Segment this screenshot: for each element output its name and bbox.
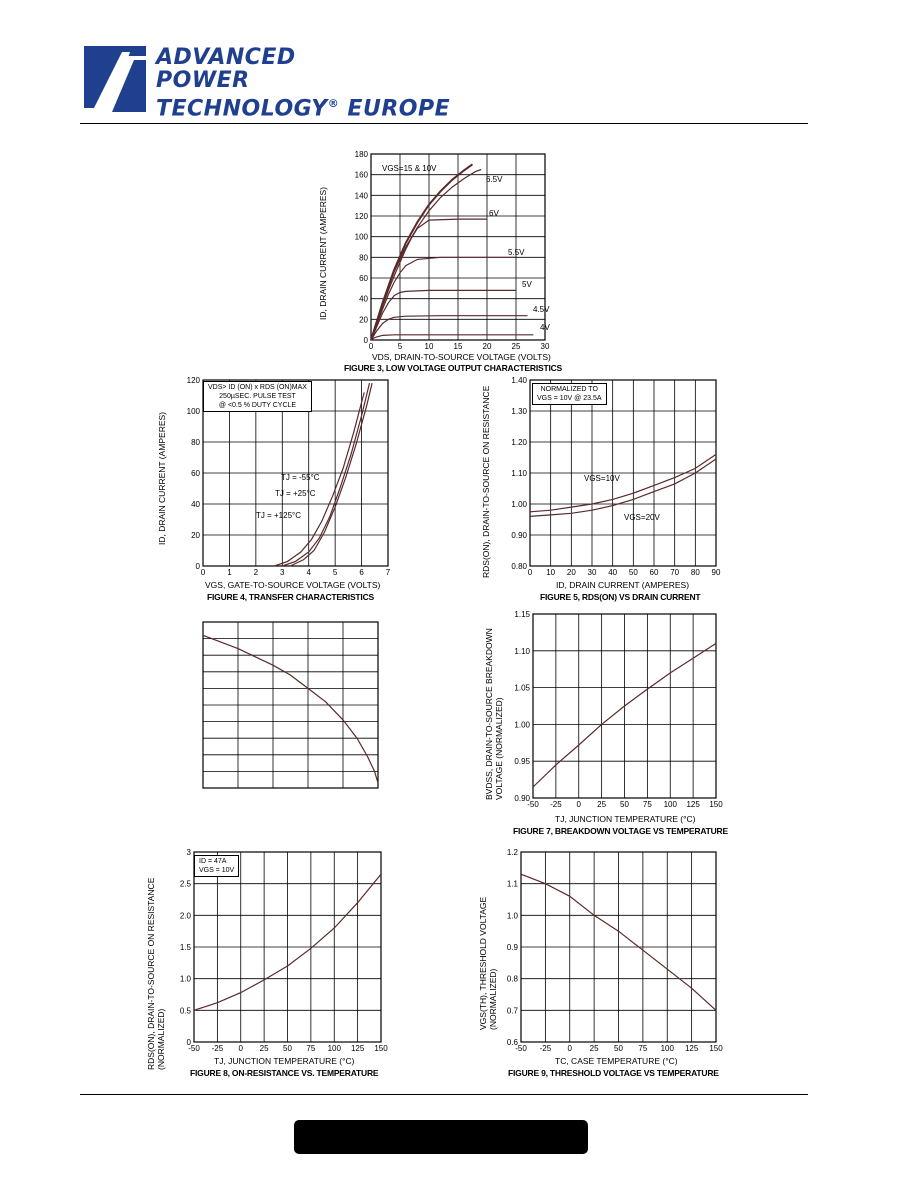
fig7-ytick-label: 1.00	[514, 720, 530, 730]
fig3-curve-label: VGS=15 & 10V	[382, 164, 437, 173]
fig7-xtick-label: 0	[576, 800, 581, 809]
fig3-curve-label: 4.5V	[533, 305, 550, 314]
fig4-xtick-label: 2	[253, 568, 259, 577]
fig5-xtick-label: 70	[670, 568, 680, 577]
fig9-xtick-label: 75	[638, 1044, 648, 1053]
fig5-ytick-label: 1.20	[511, 438, 527, 447]
fig4-curve-label: TJ = -55°C	[281, 473, 320, 482]
fig4-ylabel: ID, DRAIN CURRENT (AMPERES)	[157, 411, 167, 545]
fig3-xtick-label: 20	[482, 342, 492, 351]
fig9-xtick-label: 125	[684, 1044, 699, 1053]
fig5-ytick-label: 1.10	[511, 469, 527, 478]
fig5-series-line	[530, 459, 716, 516]
fig5-ytick-label: 1.30	[511, 407, 527, 416]
fig5-ytick-label: 1.40	[511, 376, 527, 385]
fig3-curve-label: 4V	[540, 323, 550, 332]
fig6-plot-frame	[203, 622, 378, 788]
fig5-ytick-label: 1.00	[511, 500, 527, 509]
fig8-xtick-label: 75	[306, 1044, 316, 1053]
fig7-xtick-label: -50	[527, 800, 539, 809]
fig7-xtick-label: 25	[597, 800, 607, 809]
fig4-xtick-label: 7	[385, 568, 391, 577]
fig8-ytick-label: 1.5	[179, 943, 191, 952]
fig8-xtick-label: 50	[283, 1044, 292, 1053]
fig9-plot-frame	[521, 852, 716, 1042]
fig7-xtick-label: 75	[642, 800, 652, 809]
logo-line-2: POWER	[156, 68, 250, 93]
fig7-xtick-label: 100	[663, 800, 677, 809]
fig3-series-line	[371, 257, 516, 340]
fig7-ytick-label: 0.90	[514, 794, 530, 803]
fig3-ytick-label: 60	[359, 274, 368, 283]
fig5-xtick-label: 60	[649, 568, 659, 577]
fig4-ytick-label: 120	[186, 376, 200, 385]
header-rule	[80, 123, 808, 124]
fig9-caption: FIGURE 9, THRESHOLD VOLTAGE VS TEMPERATURE	[508, 1068, 719, 1078]
fig5-xtick-label: 20	[566, 568, 576, 577]
fig8-caption: FIGURE 8, ON-RESISTANCE VS. TEMPERATURE	[190, 1068, 379, 1078]
fig3-xtick-label: 10	[424, 342, 434, 351]
fig4-curve-label: TJ = +25°C	[275, 489, 316, 498]
fig9-ytick-label: 0.7	[506, 1006, 518, 1016]
fig9-xtick-label: 50	[614, 1044, 623, 1053]
fig4-xtick-label: 1	[227, 568, 232, 577]
fig7-xtick-label: 125	[686, 800, 700, 809]
fig9-ytick-label: 1.2	[506, 848, 518, 857]
fig5-xtick-label: 10	[546, 568, 556, 577]
fig8-series-line	[194, 874, 381, 1010]
fig4-ytick-label: 80	[191, 438, 200, 447]
fig3-xtick-label: 5	[397, 342, 403, 351]
fig4-series-line	[274, 392, 364, 566]
logo-line-3: TECHNOLOGY® EUROPE	[156, 96, 451, 122]
fig7-caption: FIGURE 7, BREAKDOWN VOLTAGE VS TEMPERATURE	[513, 826, 728, 836]
fig8-note: ID = 47A VGS = 10V	[194, 855, 239, 877]
fig3-ytick-label: 120	[354, 212, 368, 221]
fig3-ytick-label: 20	[359, 315, 368, 325]
fig8-ytick-label: 2.0	[179, 911, 191, 921]
fig3-curve-label: 6.5V	[486, 175, 503, 184]
fig4-xtick-label: 5	[332, 568, 338, 577]
fig3-series-line	[371, 164, 473, 340]
footer-rule	[80, 1094, 808, 1095]
fig5-caption: FIGURE 5, RDS(ON) VS DRAIN CURRENT	[540, 592, 701, 602]
fig8-xtick-label: 25	[259, 1044, 269, 1053]
fig4-xlabel: VGS, GATE-TO-SOURCE VOLTAGE (VOLTS)	[205, 580, 381, 590]
fig3-ytick-label: 40	[359, 294, 368, 304]
fig3-xtick-label: 15	[453, 342, 463, 351]
fig9-ytick-label: 1.0	[506, 911, 518, 921]
fig3-series-line	[371, 170, 481, 341]
fig7-ytick-label: 0.95	[514, 757, 530, 767]
fig3-ytick-label: 0	[363, 336, 368, 345]
fig8-xtick-label: 0	[238, 1044, 243, 1053]
fig3-curve-label: 5.5V	[508, 248, 525, 257]
fig8-xtick-label: 100	[327, 1044, 341, 1053]
fig3-series-line	[371, 335, 533, 340]
fig4-xtick-label: 3	[280, 568, 285, 577]
fig9-ytick-label: 0.6	[506, 1038, 518, 1047]
fig7-xlabel: TJ, JUNCTION TEMPERATURE (°C)	[555, 814, 696, 824]
fig8-xtick-label: -25	[211, 1044, 224, 1053]
fig7-plot-frame	[533, 614, 716, 798]
fig7-series-line	[533, 643, 716, 787]
fig8-ylabel: RDS(ON), DRAIN-TO-SOURCE ON RESISTANCE (NORMALIZED)	[146, 877, 166, 1070]
fig5-xtick-label: 0	[527, 568, 533, 577]
logo-line-1: ADVANCED	[156, 45, 296, 70]
fig3-ylabel: ID, DRAIN CURRENT (AMPERES)	[318, 186, 328, 320]
fig9-ylabel: VGS(TH), THRESHOLD VOLTAGE (NORMALIZED)	[478, 896, 498, 1030]
fig9-ytick-label: 0.9	[506, 943, 518, 952]
fig4-curve-label: TJ = +125°C	[256, 511, 301, 520]
fig9-ytick-label: 0.8	[506, 974, 518, 984]
fig3-ytick-label: 180	[354, 150, 368, 159]
fig3-curve-label: 5V	[522, 280, 532, 289]
fig8-xtick-label: 125	[350, 1044, 365, 1053]
fig8-ytick-label: 0	[186, 1038, 191, 1047]
fig5-xtick-label: 30	[587, 568, 597, 577]
fig3-series-line	[371, 219, 487, 340]
footer-bar	[294, 1120, 588, 1154]
fig3-xtick-label: 25	[511, 342, 521, 351]
fig9-xtick-label: 100	[660, 1044, 674, 1053]
fig4-ytick-label: 20	[191, 531, 200, 540]
fig9-xtick-label: 150	[709, 1044, 723, 1053]
fig3-series-line	[371, 316, 528, 340]
fig4-ytick-label: 40	[191, 500, 200, 509]
fig5-xlabel: ID, DRAIN CURRENT (AMPERES)	[556, 580, 690, 590]
fig5-series-line	[530, 454, 716, 511]
fig3-caption: FIGURE 3, LOW VOLTAGE OUTPUT CHARACTERISTICS	[344, 363, 563, 373]
fig7-xtick-label: 150	[709, 800, 723, 809]
fig3-xtick-label: 30	[540, 342, 550, 351]
fig7-xtick-label: -25	[550, 800, 562, 809]
fig5-ytick-label: 0.90	[511, 531, 527, 540]
fig5-xtick-label: 90	[711, 568, 721, 577]
fig3-xtick-label: 0	[368, 342, 374, 351]
fig8-ytick-label: 3	[186, 848, 191, 857]
fig3-plot-frame	[371, 154, 545, 340]
fig9-xtick-label: -50	[515, 1044, 527, 1053]
fig3-ytick-label: 80	[359, 253, 368, 263]
fig5-xtick-label: 40	[608, 568, 618, 577]
fig3-ytick-label: 160	[354, 170, 368, 180]
fig4-xtick-label: 4	[306, 568, 311, 577]
fig4-ytick-label: 60	[191, 469, 200, 478]
fig9-series-line	[521, 874, 716, 1010]
fig8-ytick-label: 1.0	[179, 974, 191, 984]
fig8-xtick-label: 150	[374, 1044, 388, 1053]
fig6-series-line	[203, 635, 378, 783]
fig5-ytick-label: 0.80	[511, 562, 527, 571]
company-logo-text	[156, 46, 450, 120]
fig8-xlabel: TJ, JUNCTION TEMPERATURE (°C)	[214, 1056, 355, 1066]
fig7-ylabel: BVDSS, DRAIN-TO-SOURCE BREAKDOWN VOLTAGE (NORMALIZED)	[484, 628, 504, 800]
fig5-xtick-label: 80	[690, 568, 700, 577]
fig8-xtick-label: -50	[188, 1044, 200, 1053]
fig8-plot-frame	[194, 852, 381, 1042]
fig3-ytick-label: 140	[354, 191, 368, 201]
fig5-ylabel: RDS(ON), DRAIN-TO-SOURCE ON RESISTANCE	[481, 385, 491, 578]
fig5-plot-frame	[530, 380, 716, 566]
fig9-xlabel: TC, CASE TEMPERATURE (°C)	[555, 1056, 678, 1066]
fig4-note: VDS> ID (ON) x RDS (ON)MAX 250µSEC. PULSE TEST @ <0.5 % DUTY CYCLE	[203, 381, 312, 412]
fig9-xtick-label: 25	[589, 1044, 599, 1053]
fig8-ytick-label: 0.5	[179, 1006, 191, 1016]
fig9-ytick-label: 1.1	[506, 879, 518, 889]
fig8-ytick-label: 2.5	[179, 879, 191, 889]
fig3-series-line	[371, 290, 516, 340]
fig5-curve-label: VGS=10V	[584, 474, 620, 483]
fig9-xtick-label: -25	[539, 1044, 552, 1053]
fig5-note: NORMALIZED TO VGS = 10V @ 23.5A	[532, 383, 607, 405]
fig7-ytick-label: 1.05	[514, 683, 530, 693]
fig3-xlabel: VDS, DRAIN-TO-SOURCE VOLTAGE (VOLTS)	[372, 352, 551, 362]
fig7-ytick-label: 1.15	[514, 610, 530, 619]
fig3-ytick-label: 100	[354, 232, 368, 242]
fig3-curve-label: 6V	[489, 209, 499, 218]
fig4-caption: FIGURE 4, TRANSFER CHARACTERISTICS	[207, 592, 374, 602]
fig4-xtick-label: 0	[200, 568, 206, 577]
fig5-xtick-label: 50	[628, 568, 638, 577]
fig7-ytick-label: 1.10	[514, 646, 530, 656]
fig9-xtick-label: 0	[567, 1044, 572, 1053]
fig4-xtick-label: 6	[359, 568, 364, 577]
fig5-curve-label: VGS=20V	[624, 513, 660, 522]
fig7-xtick-label: 50	[620, 800, 629, 809]
fig4-ytick-label: 100	[186, 407, 200, 416]
fig4-ytick-label: 0	[195, 562, 200, 571]
